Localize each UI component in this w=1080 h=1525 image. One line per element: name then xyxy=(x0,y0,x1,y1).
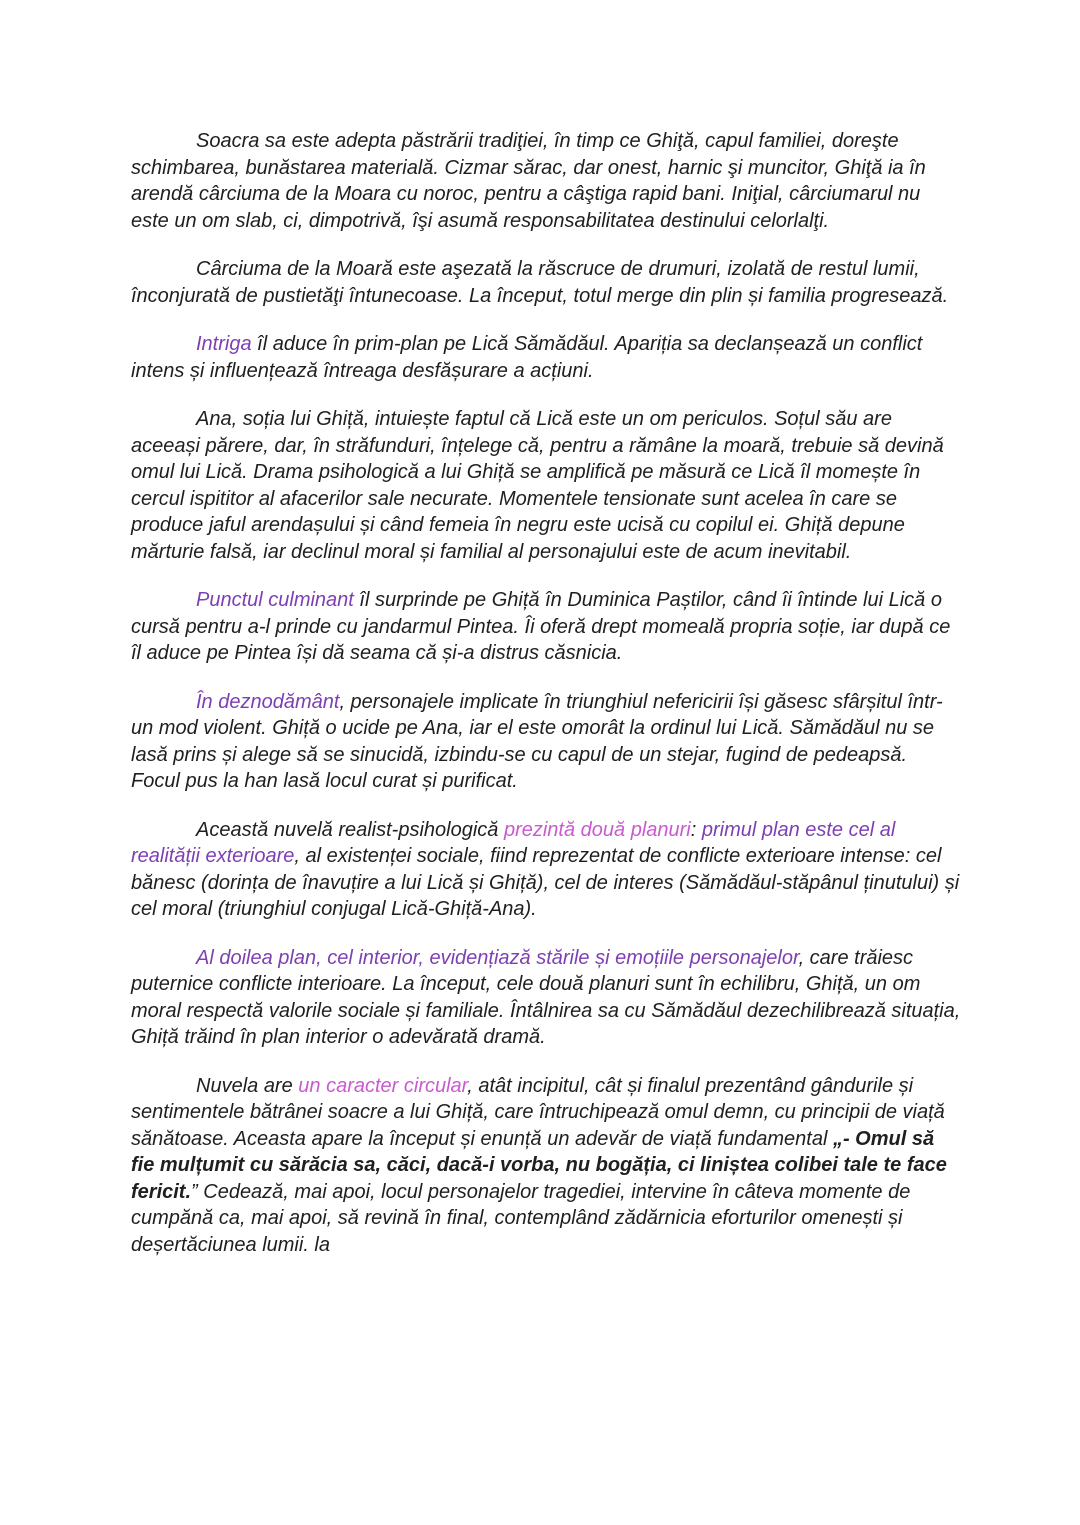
paragraph-9-text-c: ” Cedează, mai apoi, locul personajelor tragediei, intervine în câteva momente de cumpănă ca, mai apoi, să revină în final, contemplând zădărnicia eforturilor omenești și deșertăciunea lumii. la xyxy=(131,1180,911,1256)
paragraph-8 xyxy=(131,945,961,1051)
primul-plan-highlight: primul plan este cel al realității exterioare xyxy=(131,818,896,867)
paragraph-1 xyxy=(131,128,961,234)
paragraph-2 xyxy=(131,256,961,309)
paragraph-3 xyxy=(131,331,961,384)
paragraph-9-text-a: Nuvela are xyxy=(196,1074,299,1097)
paragraph-6 xyxy=(131,689,961,795)
paragraph-3-text: îl aduce în prim-plan pe Lică Sămădăul. Apariția sa declanșează un conflict intens și influențează întreaga desfășurare a acțiuni. xyxy=(131,333,923,382)
paragraph-8-text: , care trăiesc puternice conflicte interioare. La început, cele două planuri sunt în echilibru, Ghiță, un om moral respectă valorile sociale și familiale. Întâlnirea sa cu Sămădăul dezechilibrează situația, Ghiță trăind în plan interior o adevărată dramă. xyxy=(131,946,961,1048)
paragraph-7 xyxy=(131,817,961,923)
doua-planuri-highlight: prezintă două planuri xyxy=(503,818,691,841)
intriga-highlight: Intriga xyxy=(196,333,252,355)
paragraph-1-text: Soacra sa este adepta păstrării tradiţiei, în timp ce Ghiţă, capul familiei, doreşte schimbarea, bunăstarea materială. Cizmar sărac, dar onest, harnic şi muncitor, Ghiţă ia în arendă cârciuma de la Moara cu noroc, pentru a câştiga rapid bani. Iniţial, cârciumarul nu este un om slab, ci, dimpotrivă, îşi asumă responsabilitatea destinului celorlalţi. xyxy=(131,130,926,232)
caracter-circular-highlight: un caracter circular xyxy=(298,1074,468,1097)
document-page xyxy=(131,128,961,1280)
paragraph-7-text-a: Această nuvelă realist-psihologică xyxy=(196,818,504,841)
paragraph-4 xyxy=(131,406,961,565)
deznodamant-highlight: În deznodământ xyxy=(196,690,340,713)
quote-bold: „- Omul să fie mulțumit cu sărăcia sa, căci, dacă-i vorba, nu bogăția, ci liniștea colibei tale te face fericit. xyxy=(131,1127,947,1203)
punctul-culminant-highlight: Punctul culminant xyxy=(196,589,354,611)
paragraph-4-text: Ana, soția lui Ghiță, intuiește faptul că Lică este un om periculos. Soțul său are aceeași părere, dar, în străfunduri, înțelege că, pentru a rămâne la moară, trebuie să devină omul lui Lică. Drama psihologică a lui Ghiță se amplifică pe măsură ce Lică îl momește în cercul ispititor al afacerilor sale necurate. Momentele tensionate sunt acelea în care se produce jaful arendașului și când femeia în negru este ucisă cu copilul ei. Ghiță depune mărturie falsă, iar declinul moral și familial al personajului este de acum inevitabil. xyxy=(131,408,944,563)
paragraph-5 xyxy=(131,587,961,667)
paragraph-7-text-c: , al existenței sociale, fiind reprezentat de conflicte exterioare intense: cel bănesc (dorința de înavuțire a lui Lică și Ghiță), cel de interes (Sămădăul-stăpânul ținutului) și cel moral (triunghiul conjugal Lică-Ghiță-Ana). xyxy=(131,845,960,920)
paragraph-5-text: îl surprinde pe Ghiță în Duminica Paștilor, când îi întinde lui Lică o cursă pentru a-l prinde cu jandarmul Pintea. Îi oferă drept momeală propria soție, iar după ce îl aduce pe Pintea își dă seama că și-a distrus căsnicia. xyxy=(131,589,951,664)
paragraph-6-text: , personajele implicate în triunghiul nefericirii își găsesc sfârșitul într-un mod violent. Ghiță o ucide pe Ana, iar el este omorât la ordinul lui Lică. Sămădăul nu se lasă prins și alege să se sinucidă, izbindu-se cu capul de un stejar, fugind de pedeapsă. Focul pus la han lasă locul curat și purificat. xyxy=(131,690,943,792)
al-doilea-plan-highlight: Al doilea plan, cel interior, evidențiază stările și emoțiile personajelor xyxy=(196,946,799,969)
paragraph-7-text-b: : xyxy=(690,818,702,841)
paragraph-9-text-b: , atât incipitul, cât și finalul prezentând gândurile și sentimentele bătrânei soacre a lui Ghiță, care întruchipează omul demn, cu principii de viață sănătoase. Aceasta apare la început și enunță un adevăr de viață fundamental xyxy=(131,1074,945,1150)
paragraph-2-text: Cârciuma de la Moară este aşezată la răscruce de drumuri, izolată de restul lumii, înconjurată de pustietăţi întunecoase. La început, totul merge din plin și familia progresează. xyxy=(131,258,949,307)
paragraph-9 xyxy=(131,1073,961,1259)
